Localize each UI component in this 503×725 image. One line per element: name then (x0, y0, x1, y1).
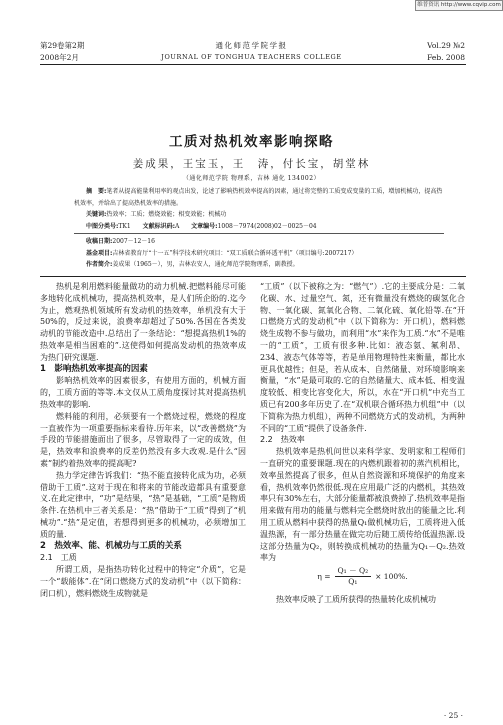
journal-name-cn: 通化师范学院学报 (215, 41, 288, 50)
date-cn: 2008年2月 (40, 53, 79, 62)
article-id-value: 1008－7974(2008)02－0025－04 (217, 222, 317, 230)
meta-rule (74, 233, 444, 234)
funding-text: 吉林省教育厅“十一五”科学技术研究项目：“双工质联合循环透平机”（项目编号:2007217） (112, 249, 358, 257)
article-authors: 姜成果，王宝玉，王 涛，付长宝，胡堂林 (132, 158, 371, 170)
left-column (40, 281, 246, 706)
subsection-heading: 2.1 工质 (40, 553, 77, 563)
article-title: 工质对热机效率影响探略 (169, 134, 334, 150)
formula-lhs: η = (317, 571, 331, 581)
page-number: · 25 · (443, 711, 463, 720)
article-id-label: 文章编号: (191, 222, 218, 230)
body-paragraph: 燃料能的利用，必须要有一个燃烧过程，燃烧的程度一直被作为一项重要指标来看待.历年来，以“改善燃烧”为手段的节能措施面出了很多，尽管取得了一定的成效，但是，热效率和浪费率的反差仍然没有多大改观.是什么“因素”制约着热效率的提高呢? (40, 411, 246, 468)
received-value: 2007－12－16 (112, 238, 155, 245)
body-rule (40, 276, 466, 277)
body-paragraph: 所谓工质，是指热功转化过程中的特定“介质”，它是一个“载能体”.在“闭口燃烧方式的发动机”中（以下简称：闭口机），燃料燃烧生成物就是 (40, 565, 246, 598)
body-paragraph: “工质”（以下被称之为：“燃气”）.它的主要成分是：二氧化碳、水、过量空气、氮，还有微量没有燃烧的碳氢化合物、一氧化碳、氮氧化合物、二氧化硫、氧化铅等.在“开口燃烧方式的发动机”中（以下简称为：开口机），燃料燃烧生成物不参与做功，而利用“水”来作为工质.“水”不是唯一的“工质”，工质有很多种.比如：液态氨、氟利昂、234、液态气体等等，若是单用物理特性来衡量，都比水更具优越性；但是，若从成本、自然储量、对环境影响来衡量，“水”是最可取的.它的自然储量大、成本低、相变温度较低、相变比容变化大，所以，水在“开口机”中充当工质已有200多年历史了.在“双机联合循环热力机组”中（以下简称为热力机组），两种不同燃烧方式的发动机，为两种不同的“工质”提供了设备条件. (260, 282, 465, 433)
watermark: 维普资讯 http://www.cqvip.com (415, 0, 503, 11)
bio-text: 姜成果（1965－），男，吉林农安人，通化师范学院物理系，副教授。 (112, 261, 299, 268)
article-affiliation: （通化师范学院 物理系，吉林 通化 134002） (182, 175, 321, 182)
body-paragraph: 热力学定律告诉我们：“热不能直接转化成为功，必须借助于工质”.这对于现在和将来的节能改造都具有重要意义.在此定律中，“功”是结果，“热”是基础，“工质”是物质条件.在热机中三者关系是：“热”借助于“工质”得到了“机械功”.“热”是定值，若想得到更多的机械功，必须增加工质的量. (40, 470, 246, 539)
bio-label: 作者简介: (86, 261, 113, 268)
formula-denominator: Q₁ (348, 577, 358, 587)
header-rule (40, 64, 466, 65)
received-date (74, 236, 444, 248)
keywords-label: 关键词: (86, 211, 107, 218)
abstract-label: 摘 要: (86, 188, 107, 195)
funding (74, 248, 444, 260)
section-heading: 1 影响热机效率提高的因素 (40, 363, 148, 374)
journal-name-en: JOURNAL OF TONGHUA TEACHERS COLLEGE (161, 53, 342, 61)
section-heading: 2 热效率、能、机械功与工质的关系 (40, 540, 182, 551)
body-paragraph: 热机是利用燃料能量做功的动力机械.把燃料能尽可能多地转化成机械功，提高热机效率，是人们所企盼的.迄今为止，燃观热机领域所有发动机的热效率，单机没有大于50%的，反过来说，浪费率却超过了50%.各国在各类发动机的节能改造中.总结出了一条结论：“想提高热机1%的热效率是相当困难的”.这使得如何提高发动机的热效率成为热门研究课题. (40, 282, 246, 362)
volume-en: Vol.29 №2 (427, 41, 465, 50)
doc-code-value: A (174, 222, 180, 230)
abstract (74, 186, 444, 209)
subsection-heading: 2.2 热效率 (260, 435, 305, 445)
abstract-block (74, 186, 444, 232)
abstract-text: 笔者从提高能量利用率的观点出发，论述了影响热机效率提高的因素，通过将完整的工质变成变量的工质，增加机械功，提高热机效率，并给出了提高热机效率的措施。 (74, 188, 443, 207)
footnote-block (74, 236, 444, 271)
classification-line (74, 221, 444, 233)
body-paragraph: 热机效率是热机问世以来科学家、发明家和工程师们一直研究的重要课题.现在的内燃机跟着初的蒸汽机相比，效率虽然提高了很多，但从自然资源和环境保护的角度来看，热机效率仍然很低.现在应用最广泛的内燃机，其热效率只有30%左右，大部分能量都被浪费掉了.热机效率是指用来做有用功的能量与燃料完全燃烧时放出的能量之比.利用工质从燃料中获得的热量Q₁做机械功后，工质将进入低温热源，有一部分热量在做完功后随工质传给低温热源.设这部分热量为Q₂，则转换成机械功的热量为Q₁－Q₂.热效率为 (260, 447, 465, 563)
received-label: 收稿日期: (86, 238, 113, 245)
body-paragraph: 影响热机效率的因素很多，有使用方面的，机械方面的，工质方面的等等.本文仅从工质角度探讨其对提高热机热效率的影响. (40, 376, 246, 409)
date-en: Feb. 2008 (427, 53, 465, 62)
doc-code-label: 文献标识码: (142, 222, 175, 230)
keywords-text: 热效率；工质；燃烧效能；相变效能；机械功 (106, 211, 227, 218)
author-bio (74, 259, 444, 271)
formula-rhs: × 100%. (375, 571, 408, 581)
efficiency-formula (260, 566, 465, 592)
funding-label: 基金项目: (86, 249, 113, 257)
keywords (74, 209, 444, 221)
formula-fraction (335, 566, 372, 587)
clc-label: 中图分类号: (86, 222, 119, 230)
formula-numerator: Q₁ － Q₂ (335, 566, 372, 577)
clc-value: TK1 (118, 222, 131, 230)
body-paragraph: 热效率反映了工质所获得的热量转化成机械功 (276, 595, 436, 605)
right-column (260, 281, 465, 706)
volume-cn: 第29卷第2期 (40, 41, 85, 50)
